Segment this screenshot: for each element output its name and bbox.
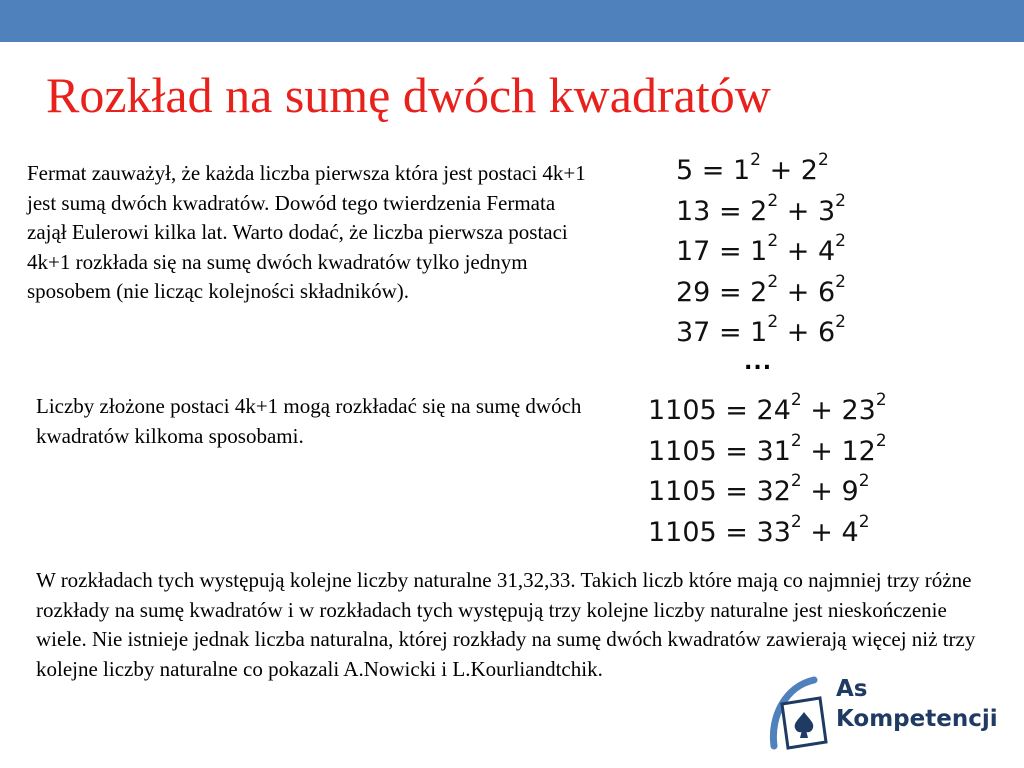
prime-equations (676, 151, 846, 354)
equation-row: $1105 = 33^2 + 4^2$ (648, 511, 870, 548)
equation-base-a: 32 (756, 476, 791, 507)
equation-number: 1105 (648, 516, 717, 548)
equation-base-a: 2 (750, 276, 768, 308)
equation-exponent: 2 (875, 430, 887, 451)
equation-exponent: 2 (790, 430, 802, 451)
equation-exponent: 2 (835, 190, 846, 211)
equation-base-b: 4 (841, 516, 859, 548)
equation-exponent: 2 (767, 190, 779, 211)
equation-exponent: 2 (790, 390, 802, 410)
equation-base-a: 1 (750, 236, 768, 267)
equation-number: 5 (676, 155, 694, 186)
logo-text-kompetencji: Kompetencji (836, 706, 998, 732)
equation-row: $1105 = 31^2 + 12^2$ (648, 430, 887, 467)
equation-exponent: 2 (790, 471, 802, 491)
equation-base-b: 9 (841, 476, 859, 507)
equation-exponent: 2 (790, 511, 802, 532)
equation-exponent: 2 (858, 471, 870, 491)
equation-number: 13 (676, 195, 711, 227)
equation-exponent: 2 (835, 271, 846, 292)
equation-base-b: 2 (800, 155, 818, 186)
equation-exponent: 2 (767, 312, 779, 332)
equation-row: $29 = 2^2 + 6^2$ (676, 271, 846, 308)
equation-exponent: 2 (858, 511, 870, 532)
equation-number: 1105 (648, 435, 717, 467)
equation-number: 37 (676, 317, 711, 348)
equation-base-a: 24 (756, 395, 791, 426)
equation-row: $5 = 1^2 + 2^2$ (676, 150, 829, 186)
equation-row: $1105 = 32^2 + 9^2$ (648, 471, 870, 507)
equation-row: $13 = 2^2 + 3^2$ (676, 190, 846, 227)
equation-row: $17 = 1^2 + 4^2$ (676, 231, 846, 267)
equation-base-a: 33 (756, 516, 791, 548)
equation-base-b: 6 (817, 276, 836, 308)
equation-base-a: 1 (732, 155, 751, 186)
equation-exponent: 2 (835, 231, 846, 251)
equation-base-b: 23 (841, 395, 876, 426)
paragraph-fermat: Fermat zauważył, że każda liczba pierwsza która jest postaci 4k+1 jest sumą dwóch kwadratów. Dowód tego twierdzenia Fermata zajął Eulerowi kilka lat. Warto dodać, że liczba pierwsza postaci 4k+1 rozkłada się na sumę dwóch kwadratów tylko jednym sposobem (nie licząc kolejności składników). (27, 161, 586, 303)
equation-exponent: 2 (875, 390, 887, 410)
paragraph-consecutive: W rozkładach tych występują kolejne liczby naturalne 31,32,33. Takich liczb które mają co najmniej trzy różne rozkłady na sumę kwadratów i w rozkładach tych występują trzy kolejne liczby naturalne jest nieskończenie wiele. Nie istnieje jednak liczba naturalna, której rozkłady na sumę dwóch kwadratów zawierają więcej niż trzy kolejne liczby naturalne co pokazali A.Nowicki i L.Kourliandtchik. (36, 568, 976, 681)
equation-number: 29 (676, 276, 711, 308)
equation-row: $1105 = 24^2 + 23^2$ (648, 390, 887, 426)
equation-base-b: 6 (817, 317, 836, 348)
equation-base-a: 2 (750, 195, 768, 227)
composite-equations (648, 391, 887, 553)
equation-base-a: 1 (750, 317, 768, 348)
equation-exponent: 2 (835, 312, 846, 332)
equation-number: 1105 (648, 395, 717, 426)
equation-base-a: 31 (756, 435, 791, 467)
top-bar (0, 0, 1024, 42)
as-kompetencji-logo (768, 676, 1018, 764)
ellipsis: ... (744, 350, 773, 375)
equation-base-b: 12 (841, 435, 876, 467)
slide-title: Rozkład na sumę dwóch kwadratów (46, 67, 771, 123)
equation-exponent: 2 (817, 150, 829, 170)
equation-base-b: 4 (817, 236, 836, 267)
spade-card-icon (768, 676, 834, 756)
equation-exponent: 2 (767, 271, 779, 292)
equation-number: 17 (676, 236, 711, 267)
equation-exponent: 2 (750, 150, 761, 170)
equation-exponent: 2 (767, 231, 779, 251)
paragraph-composite: Liczby złożone postaci 4k+1 mogą rozkładać się na sumę dwóch kwadratów kilkoma sposobami. (36, 394, 582, 448)
equation-base-b: 3 (817, 195, 836, 227)
equation-number: 1105 (648, 476, 717, 507)
logo-text-as: As (836, 676, 868, 702)
equation-row: $37 = 1^2 + 6^2$ (676, 312, 846, 348)
